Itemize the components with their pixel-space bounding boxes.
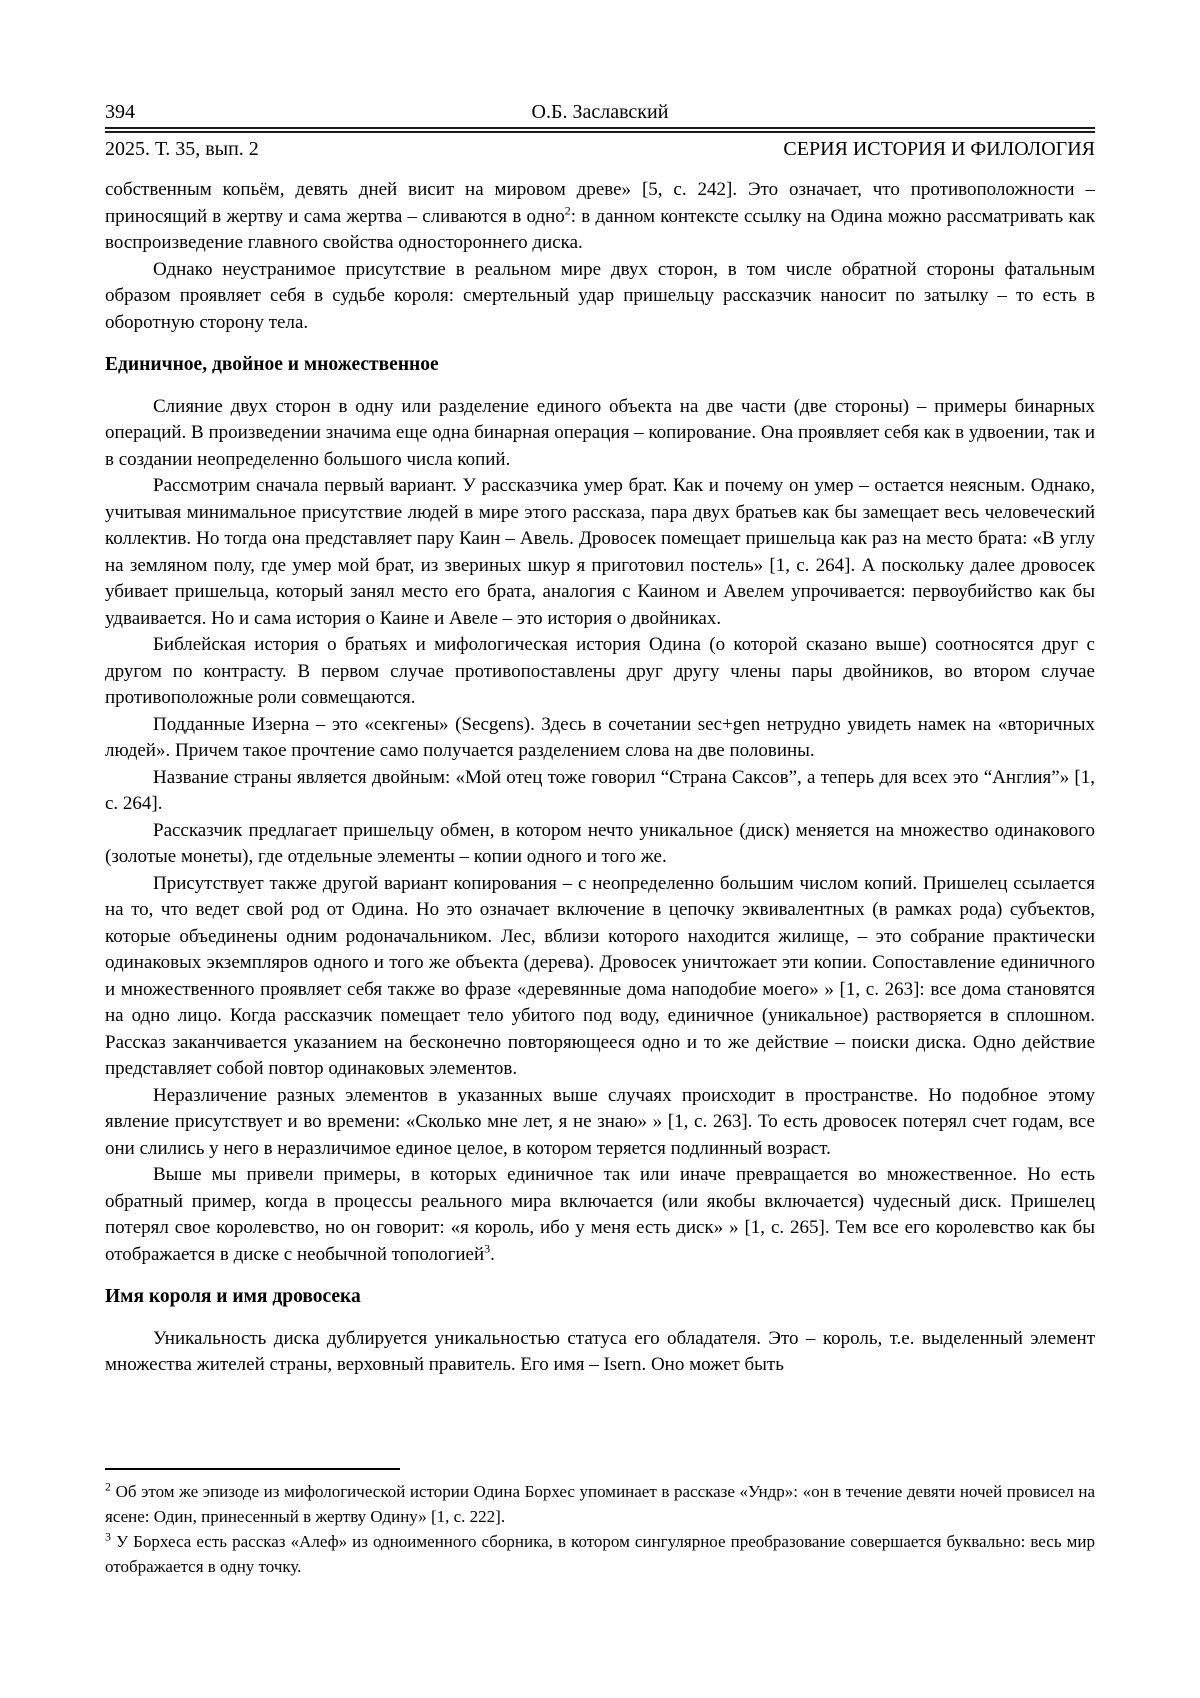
article-body	[105, 177, 1095, 1379]
paragraph	[105, 1162, 1095, 1268]
paragraph	[105, 177, 1095, 257]
header-double-rule	[105, 127, 1095, 133]
footnote-marker: 2	[105, 1479, 111, 1494]
journal-line	[105, 137, 1095, 161]
footnote-text: У Борхеса есть рассказ «Алеф» из одноименного сборника, в котором сингулярное преобразование совершается буквально: весь мир отображается в одну точку.	[105, 1532, 1095, 1576]
footnote-separator-rule	[105, 1468, 400, 1470]
paragraph: Однако неустранимое присутствие в реальном мире двух сторон, в том числе обратной стороны фатальным образом проявляет себя в судьбе короля: смертельный удар пришельцу рассказчик наносит по затылку – то есть в оборотную сторону тела.	[105, 258, 1095, 333]
paragraph: Неразличение разных элементов в указанных выше случаях происходит в пространстве. Но подобное этому явление присутствует и во времени: «Сколько мне лет, я не знаю» » [1, с. 263]. То есть дровосек потерял счет годам, все они слились у него в неразличимое единое целое, в котором теряется подлинный возраст.	[105, 1084, 1095, 1159]
paragraph: Подданные Изерна – это «секгены» (Secgens). Здесь в сочетании sec+gen нетрудно увидеть намек на «вторичных людей». Причем такое прочтение само получается разделением слова на две половины.	[105, 713, 1095, 761]
footnote-marker: 3	[105, 1529, 111, 1544]
paragraph-text: .	[490, 1243, 495, 1265]
running-head	[105, 100, 1095, 124]
section-heading: Единичное, двойное и множественное	[105, 354, 439, 375]
paragraph: Название страны является двойным: «Мой отец тоже говорил “Страна Саксов”, а теперь для всех это “Англия”» [1, с. 264].	[105, 766, 1095, 814]
footnote	[105, 1479, 1095, 1529]
journal-series: СЕРИЯ ИСТОРИЯ И ФИЛОЛОГИЯ	[783, 138, 1095, 160]
journal-issue: 2025. Т. 35, вып. 2	[105, 138, 259, 160]
section-heading: Имя короля и имя дровосека	[105, 1286, 361, 1307]
footnote	[105, 1529, 1095, 1579]
paragraph: Слияние двух сторон в одну или разделение единого объекта на две части (две стороны) – примеры бинарных операций. В произведении значима еще одна бинарная операция – копирование. Она проявляет себя как в удвоении, так и в создании неопределенно большого числа копий.	[105, 395, 1095, 470]
paragraph: Уникальность диска дублируется уникальностью статуса его обладателя. Это – король, т.е. выделенный элемент множества жителей страны, верховный правитель. Его имя – Isern. Оно может быть	[105, 1327, 1095, 1375]
paragraph: Библейская история о братьях и мифологическая история Одина (о которой сказано выше) соотносятся друг с другом по контрасту. В первом случае противопоставлены друг другу члены пары двойников, во втором случае противоположные роли совмещаются.	[105, 634, 1095, 708]
footnote-reference: 2	[564, 203, 571, 218]
paragraph-text: Выше мы привели примеры, в которых единичное так или иначе превращается во множественное. Но есть обратный пример, когда в процессы реального мира включается (или якобы включается) чудесный диск. Пришелец потерял свое королевство, но он говорит: «я король, ибо у меня есть диск» » [1, с. 265]. Тем все его королевство как бы отображается в диске с необычной топологией	[105, 1164, 1095, 1265]
paragraph: Присутствует также другой вариант копирования – с неопределенно большим числом копий. Пришелец ссылается на то, что ведет свой род от Одина. Но это означает включение в цепочку эквивалентных (в рамках рода) субъектов, которые объединены одним родоначальником. Лес, вблизи которого находится жилище, – это собрание практически одинаковых экземпляров одного и того же объекта (дерева). Дровосек уничтожает эти копии. Сопоставление единичного и множественного проявляет себя также во фразе «деревянные дома наподобие моего» » [1, с. 263]: все дома становятся на одно лицо. Когда рассказчик помещает тело убитого под воду, единичное (уникальное) растворяется в сплошном. Рассказ заканчивается указанием на бесконечно повторяющееся одно и то же действие – поиски диска. Одно действие представляет собой повтор одинаковых элементов.	[105, 872, 1095, 1079]
paragraph-text: собственным копьём, девять дней висит на мировом древе» [5, с. 242]. Это означает, что противоположности – приносящий в жертву и сама жертва – сливаются в одно	[105, 179, 1095, 227]
footnote-text: Об этом же эпизоде из мифологической истории Одина Борхес упоминает в рассказе «Ундр»: «он в течение девяти ночей провисел на ясене: Один, принесенный в жертву Одину» [1, с. 222].	[105, 1482, 1095, 1526]
paragraph-text: : в данном контексте ссылку на Одина можно рассматривать как воспроизведение главного свойства одностороннего диска.	[105, 205, 1096, 253]
paragraph: Рассказчик предлагает пришельцу обмен, в котором нечто уникальное (диск) меняется на множество одинакового (золотые монеты), где отдельные элементы – копии одного и того же.	[105, 819, 1095, 867]
author-running-title: О.Б. Заславский	[531, 101, 669, 123]
paragraph: Рассмотрим сначала первый вариант. У рассказчика умер брат. Как и почему он умер – остается неясным. Однако, учитывая минимальное присутствие людей в мире этого рассказа, пара двух братьев как бы замещает весь человеческий коллектив. Но тогда она представляет пару Каин – Авель. Дровосек помещает пришельца как раз на место брата: «В углу на земляном полу, где умер мой брат, из звериных шкур я приготовил постель» [1, с. 264]. А поскольку далее дровосек убивает пришельца, который занял место его брата, аналогия с Каином и Авелем упрочивается: первоубийство как бы удваивается. Но и сама история о Каине и Авеле – это история о двойниках.	[105, 475, 1095, 629]
footnotes	[105, 1468, 1095, 1579]
page-number: 394	[105, 101, 135, 123]
footnote-reference: 3	[484, 1241, 491, 1256]
